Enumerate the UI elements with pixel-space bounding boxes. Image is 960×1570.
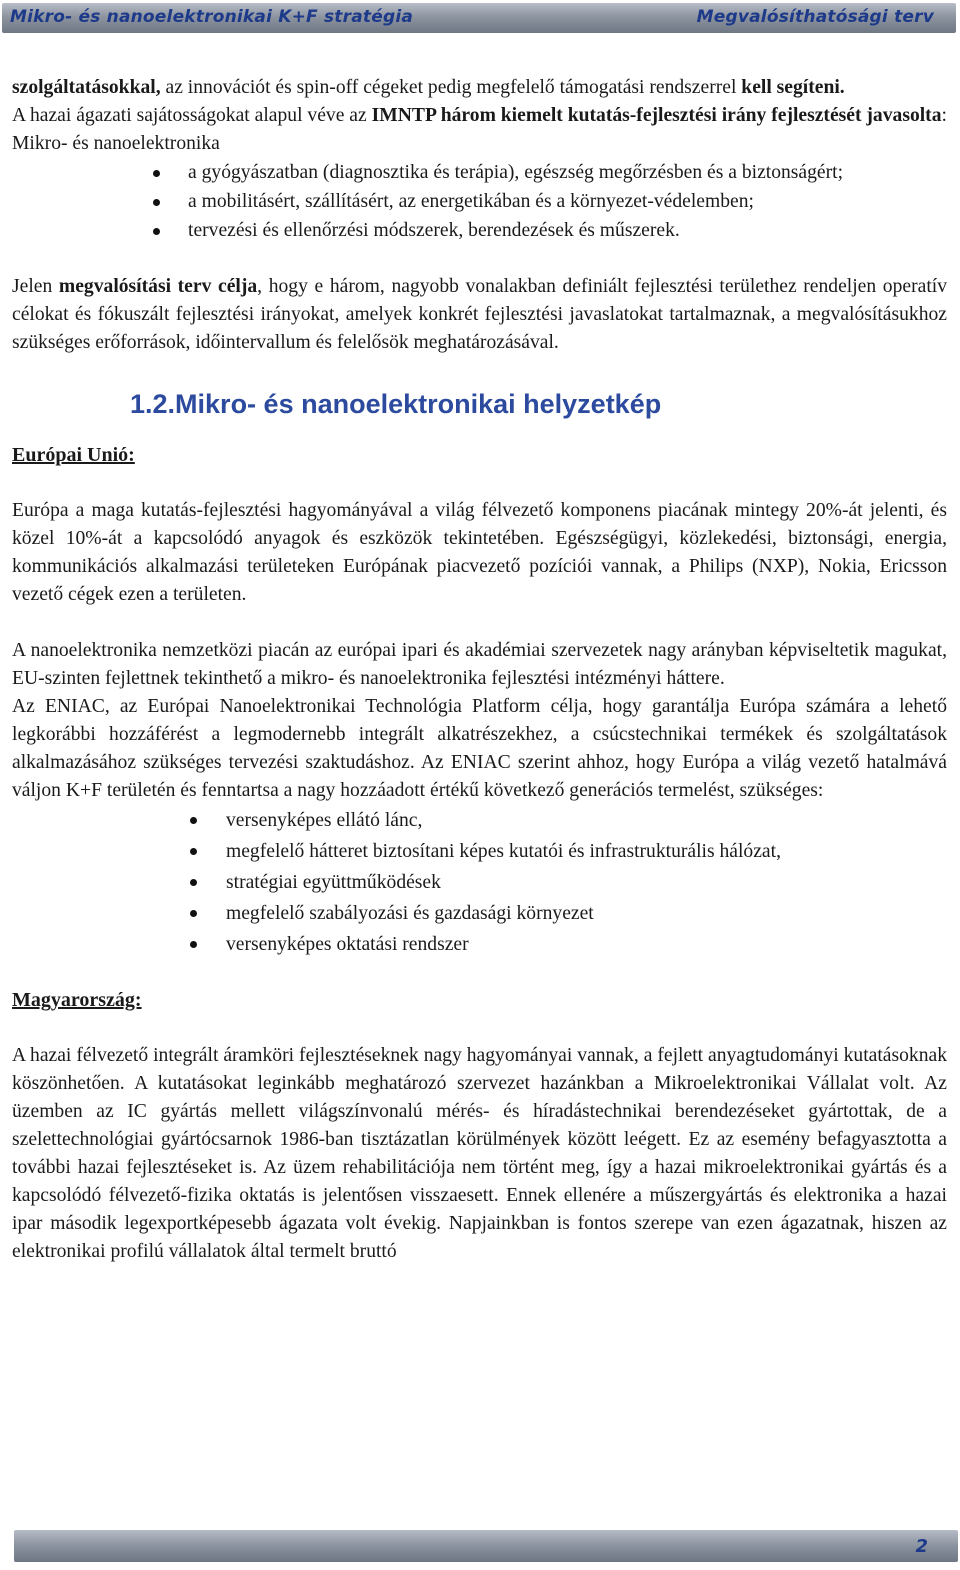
page-footer	[14, 1530, 958, 1562]
text: :	[941, 105, 947, 126]
bullet-icon	[153, 170, 160, 177]
text: A hazai ágazati sajátosságokat alapul véve az	[12, 105, 372, 126]
section-number: 1.2.	[130, 389, 176, 419]
paragraph-eu-3: Az ENIAC, az Európai Nanoelektronikai Technológia Platform célja, hogy garantálja Európa számára a lehető legkorábbi hozzáférést a legmodernebb integrált alkatrészekhez, a csúcstechnikai termékek és szolgáltatások alkalmazásához szükséges tervezési szaktudáshoz. Az ENIAC szerint ahhoz, hogy Európa a világ vezető hatalmává váljon K+F területén és fenntartsa a nagy hozzáadott értékű következő generációs termelést, szükséges:	[12, 696, 947, 801]
paragraph-plan-goal: Jelen megvalósítási terv célja, hogy e három, nagyobb vonalakban definiált fejlesztési területhez rendeljen operatív célokat és fókuszált fejlesztési irányokat, amelyek konkrét fejlesztési javaslatokat tartalmaznak, a megvalósításukhoz szükséges erőforrások, időintervallum és felelősök meghatározásával.	[12, 276, 948, 353]
list-item: versenyképes ellátó lánc,	[12, 805, 947, 836]
bullet-icon	[190, 910, 197, 917]
bullet-icon	[190, 879, 197, 886]
bullet-list-directions	[12, 158, 947, 245]
section-heading	[12, 385, 947, 423]
list-item: stratégiai együttműködések	[12, 867, 947, 898]
paragraph-topic: Mikro- és nanoelektronika	[12, 133, 220, 154]
bullet-icon	[190, 817, 197, 824]
bullet-icon	[190, 941, 197, 948]
paragraph-imntp	[12, 102, 947, 130]
bullet-icon	[153, 228, 160, 235]
paragraph-support	[12, 74, 947, 102]
bold-text: kell segíteni.	[741, 77, 845, 98]
list-item: tervezési és ellenőrzési módszerek, berendezések és műszerek.	[12, 216, 947, 245]
section-title: Mikro- és nanoelektronikai helyzetkép	[175, 389, 662, 419]
list-item: a gyógyászatban (diagnosztika és terápia), egészség megőrzésben és a biztonságért;	[12, 158, 947, 187]
bold-text: szolgáltatásokkal,	[12, 77, 161, 98]
list-item: versenyképes oktatási rendszer	[12, 929, 947, 960]
page-header	[2, 3, 956, 33]
page-number: 2	[915, 1536, 928, 1557]
paragraph-eu-1: Európa a maga kutatás-fejlesztési hagyományával a világ félvezető komponens piacának mintegy 20%-át jelenti, és közel 10%-át a kapcsolódó anyagok és eszközök tekintetében. Egészségügyi, közlekedési, biztonsági, energia, kommunikációs alkalmazási területeken Európának piacvezető pozíciói vannak, a Philips (NXP), Nokia, Ericsson vezető cégek ezen a területen.	[12, 500, 947, 605]
bullet-icon	[153, 199, 160, 206]
header-document-type: Megvalósíthatósági terv	[696, 7, 934, 27]
paragraph-eu-2: A nanoelektronika nemzetközi piacán az európai ipari és akadémiai szervezetek nagy arányban képviseltetik magukat, EU-szinten fejlettnek tekinthető a mikro- és nanoelektronika fejlesztési intézményi háttere.	[12, 640, 947, 689]
list-item: megfelelő szabályozási és gazdasági környezet	[12, 898, 947, 929]
header-document-title: Mikro- és nanoelektronikai K+F stratégia	[10, 7, 414, 27]
bold-text: megvalósítási terv célja	[58, 276, 258, 297]
bold-text: IMNTP három kiemelt kutatás-fejlesztési irány fejlesztését javasolta	[371, 105, 942, 126]
text: az innovációt és spin-off cégeket pedig megfelelő támogatási rendszerrel	[160, 77, 742, 98]
bullet-icon	[190, 848, 197, 855]
subheading-hungary: Magyarország:	[12, 989, 142, 1011]
list-item: megfelelő hátteret biztosítani képes kutatói és infrastrukturális hálózat,	[12, 836, 947, 867]
paragraph-hungary: A hazai félvezető integrált áramköri fejlesztéseknek nagy hagyományai vannak, a fejlett anyagtudományi kutatásoknak köszönhetően. A kutatásokat leginkább meghatározó szervezet hazánkban a Mikroelektronikai Vállalat volt. Az üzemben az IC gyártás mellett világszínvonalú mérés- és híradástechnikai berendezéseket gyártottak, de a szelettechnológiai gyártócsarnok 1986-ban tisztázatlan körülmények között leégett. Ez az esemény befagyasztotta a további hazai fejlesztéseket is. Az üzem rehabilitációja nem történt meg, így a hazai mikroelektronikai gyártás és a kapcsolódó félvezető-fizika oktatás is jelentősen visszaesett. Ennek ellenére a műszergyártás és elektronika a hazai ipar második legexportképesebb ágazata volt évekig. Napjainkban is fontos szerepe van ezen ágazatnak, hiszen az elektronikai profilú vállalatok által termelt bruttó	[12, 1045, 947, 1262]
list-item: a mobilitásért, szállításért, az energetikában és a környezet-védelemben;	[12, 187, 947, 216]
subheading-eu: Európai Unió:	[12, 444, 135, 466]
page-content	[12, 74, 947, 1266]
bullet-list-requirements	[12, 805, 947, 960]
